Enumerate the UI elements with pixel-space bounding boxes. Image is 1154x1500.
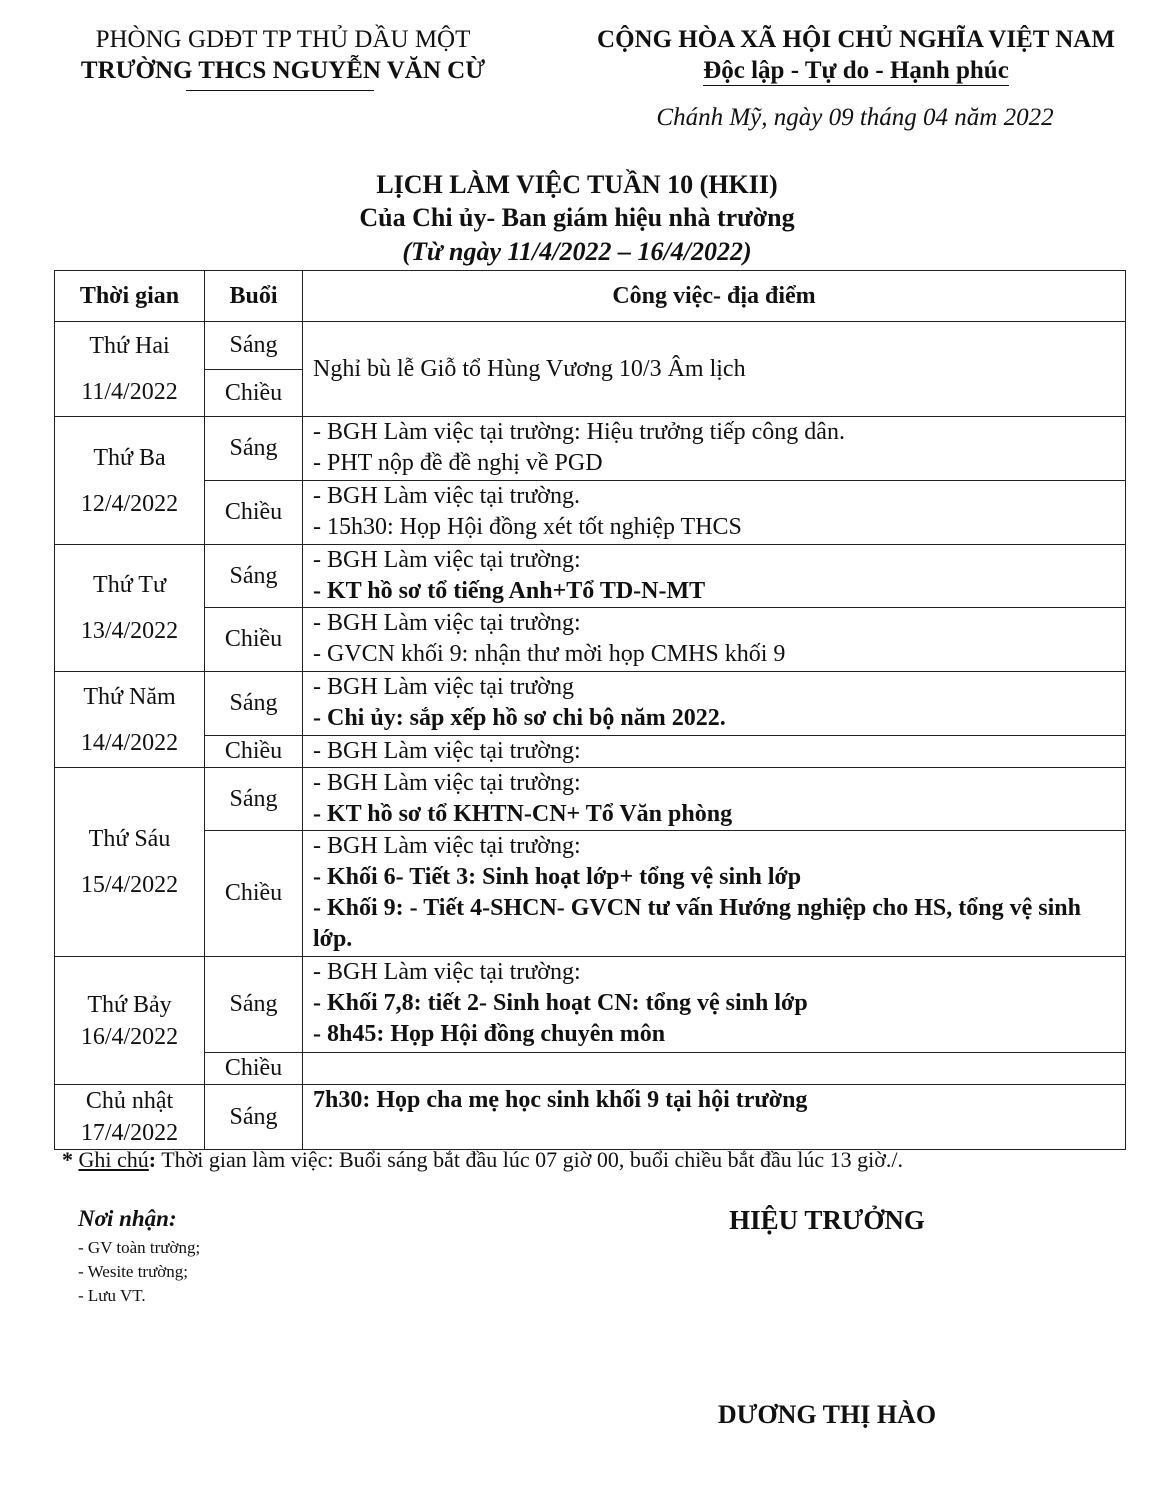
session-cell: Chiều: [205, 481, 303, 545]
recipient-item: - Lưu VT.: [78, 1286, 146, 1305]
task-line: - BGH Làm việc tại trường:: [313, 959, 581, 985]
day-name: Thứ Ba: [93, 444, 166, 471]
task-cell: [303, 672, 1126, 736]
task-cell: [303, 736, 1126, 768]
document-subtitle: Của Chi ủy- Ban giám hiệu nhà trường: [359, 203, 795, 232]
day-date: 17/4/2022: [80, 1120, 179, 1146]
day-name: Thứ Năm: [83, 683, 176, 710]
task-line: - BGH Làm việc tại trường:: [313, 547, 581, 573]
task-line: - Chi ủy: sắp xếp hồ sơ chi bộ năm 2022.: [313, 705, 726, 731]
session-cell: Chiều: [205, 831, 303, 957]
day-cell: [55, 768, 205, 957]
school-name-underline: [186, 90, 374, 91]
table-row: [55, 672, 1126, 736]
task-cell: [303, 417, 1126, 481]
day-cell: [55, 417, 205, 545]
task-cell: [303, 1085, 1126, 1150]
session-cell: Sáng: [205, 672, 303, 736]
issuer-block: [58, 24, 508, 86]
task-line: - KT hồ sơ tổ tiếng Anh+Tổ TD-N-MT: [313, 578, 706, 604]
task-line: - 15h30: Họp Hội đồng xét tốt nghiệp THCS: [313, 514, 742, 540]
national-motto-block: [565, 24, 1147, 86]
task-cell: [303, 957, 1126, 1053]
day-name: Thứ Sáu: [88, 826, 171, 852]
national-motto: Độc lập - Tự do - Hạnh phúc: [703, 57, 1009, 84]
session-cell: Sáng: [205, 768, 303, 831]
recipients-title: Nơi nhận:: [78, 1206, 177, 1231]
session-cell: Sáng: [205, 545, 303, 608]
session-cell: Chiều: [205, 608, 303, 672]
day-cell: [55, 957, 205, 1085]
day-date: 13/4/2022: [80, 618, 179, 644]
note-label: Ghi chú: [78, 1147, 149, 1172]
task-line: - KT hồ sơ tổ KHTN-CN+ Tổ Văn phòng: [313, 801, 733, 827]
task-cell: [303, 481, 1126, 545]
table-row: [55, 608, 1126, 672]
session-cell: Chiều: [205, 370, 303, 417]
task-line: 7h30: Họp cha mẹ học sinh khối 9 tại hội trường: [313, 1087, 808, 1113]
working-hours-note: [62, 1147, 903, 1173]
task-cell: [303, 831, 1126, 957]
schedule-table: [54, 270, 1126, 1150]
task-line: - BGH Làm việc tại trường: [313, 674, 574, 700]
issue-date: Chánh Mỹ, ngày 09 tháng 04 năm 2022: [656, 104, 1054, 131]
document-title: LỊCH LÀM VIỆC TUẦN 10 (HKII): [376, 170, 778, 199]
task-line: - Khối 6- Tiết 3: Sinh hoạt lớp+ tổng vệ sinh lớp: [313, 864, 802, 890]
task-line: - BGH Làm việc tại trường:: [313, 770, 581, 796]
task-line: - BGH Làm việc tại trường: Hiệu trưởng tiếp công dân.: [313, 419, 845, 445]
document-date-range: (Từ ngày 11/4/2022 – 16/4/2022): [402, 237, 752, 266]
task-line: - BGH Làm việc tại trường:: [313, 738, 581, 764]
table-row: [55, 481, 1126, 545]
task-line: - PHT nộp đề đề nghị về PGD: [313, 450, 603, 476]
day-name: Thứ Bảy: [87, 991, 172, 1018]
task-cell: [303, 1053, 1126, 1085]
table-row: [55, 736, 1126, 768]
task-cell: [303, 322, 1126, 417]
task-cell: [303, 768, 1126, 831]
recipient-item: - Wesite trường;: [78, 1262, 189, 1281]
session-cell: Sáng: [205, 957, 303, 1053]
table-row: [55, 831, 1126, 957]
table-row: [55, 417, 1126, 481]
day-cell: [55, 1085, 205, 1150]
header-session: Buổi: [205, 271, 303, 322]
department-name: PHÒNG GDĐT TP THỦ DẦU MỘT: [95, 26, 471, 53]
day-cell: [55, 545, 205, 672]
recipient-item: - GV toàn trường;: [78, 1238, 201, 1257]
task-line: - Khối 9: - Tiết 4-SHCN- GVCN tư vấn Hướng nghiệp cho HS, tổng vệ sinh lớp.: [313, 895, 1081, 952]
day-date: 11/4/2022: [81, 379, 178, 405]
day-date: 12/4/2022: [80, 490, 179, 517]
table-row: [55, 545, 1126, 608]
signer-name: DƯƠNG THỊ HÀO: [717, 1400, 937, 1429]
day-date: 16/4/2022: [80, 1023, 179, 1050]
task-line: - BGH Làm việc tại trường.: [313, 483, 580, 509]
session-cell: Chiều: [205, 736, 303, 768]
signer-title: HIỆU TRƯỞNG: [729, 1205, 925, 1235]
task-line: - GVCN khối 9: nhận thư mời họp CMHS khối 9: [313, 641, 786, 667]
task-cell: [303, 608, 1126, 672]
day-date: 15/4/2022: [80, 872, 179, 898]
session-cell: Chiều: [205, 1053, 303, 1085]
national-title: CỘNG HÒA XÃ HỘI CHỦ NGHĨA VIỆT NAM: [597, 26, 1115, 53]
task-line: - Khối 7,8: tiết 2- Sinh hoạt CN: tổng vệ sinh lớp: [313, 990, 808, 1016]
table-row: [55, 768, 1126, 831]
header-task: Công việc- địa điểm: [303, 271, 1126, 322]
note-text: Thời gian làm việc: Buổi sáng bắt đầu lúc 07 giờ 00, buổi chiều bắt đầu lúc 13 giờ./.: [156, 1147, 904, 1172]
day-name: Thứ Tư: [93, 572, 166, 598]
session-cell: Sáng: [205, 1085, 303, 1150]
note-star: *: [62, 1147, 79, 1172]
day-cell: [55, 322, 205, 417]
task-line: Nghỉ bù lễ Giỗ tổ Hùng Vương 10/3 Âm lịch: [313, 355, 746, 382]
header-time: Thời gian: [55, 271, 205, 322]
note-colon: :: [148, 1147, 157, 1172]
table-header-row: [55, 271, 1126, 322]
task-line: - 8h45: Họp Hội đồng chuyên môn: [313, 1021, 666, 1047]
task-line: - BGH Làm việc tại trường:: [313, 833, 581, 859]
session-cell: Sáng: [205, 417, 303, 481]
school-name: TRƯỜNG THCS NGUYỄN VĂN CỪ: [80, 57, 486, 84]
table-row: [55, 322, 1126, 370]
task-line: - BGH Làm việc tại trường:: [313, 610, 581, 636]
session-cell: Sáng: [205, 322, 303, 370]
day-name: Chủ nhật: [85, 1088, 174, 1114]
day-date: 14/4/2022: [80, 729, 179, 756]
table-row: [55, 1085, 1126, 1150]
day-cell: [55, 672, 205, 768]
day-name: Thứ Hai: [89, 333, 170, 359]
table-row: [55, 1053, 1126, 1085]
table-row: [55, 957, 1126, 1053]
task-cell: [303, 545, 1126, 608]
